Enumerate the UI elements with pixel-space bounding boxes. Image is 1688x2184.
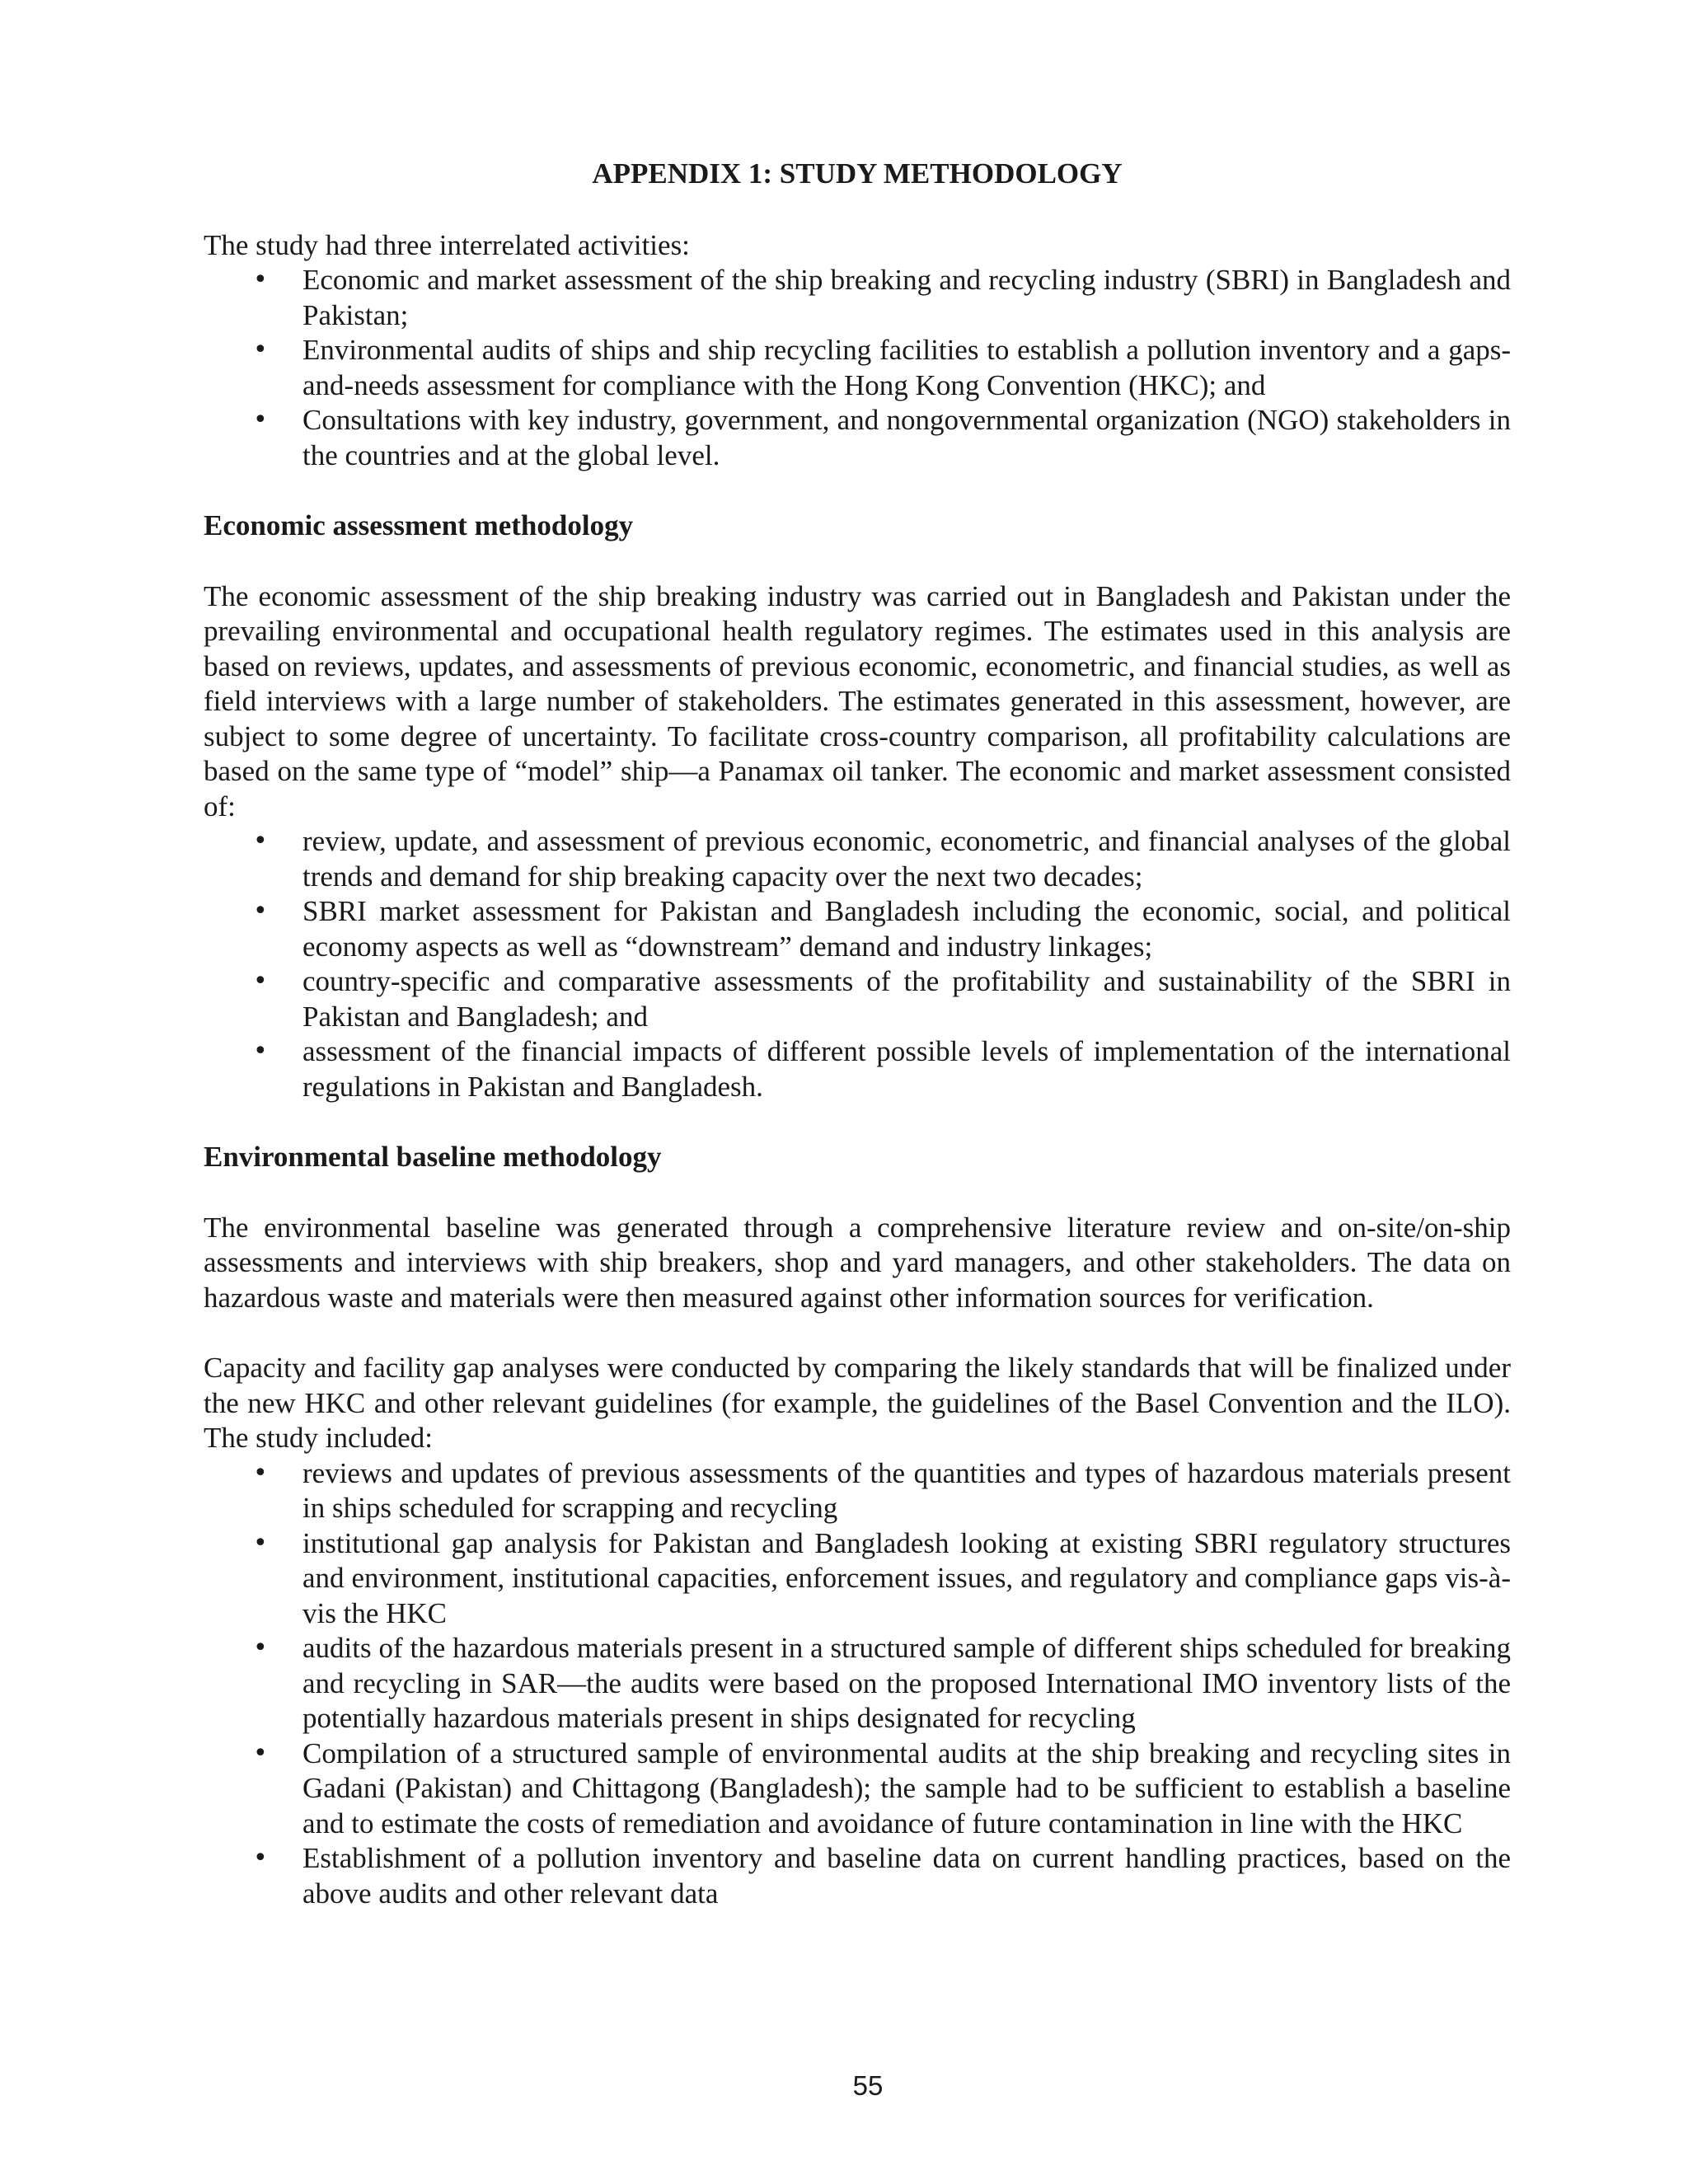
spacer [204,1104,1511,1140]
list-item [204,1034,1511,1104]
environmental-paragraph-2: Capacity and facility gap analyses were conducted by comparing the likely standards that will be finalized under the new HKC and other relevant guidelines (for example, the guidelines of the Basel Convention and the ILO). The study included: [204,1352,1511,1454]
spacer [204,1315,1511,1351]
economic-paragraph: The economic assessment of the ship breaking industry was carried out in Bangladesh and Pakistan under the prevailing environmental and occupational health regulatory regimes. The estimates used in this analysis are based on reviews, updates, and assessments of previous economic, econometric, and financial studies, as well as field interviews with a large number of stakeholders. The estimates generated in this assessment, however, are subject to some degree of uncertainty. To facilitate cross-country comparison, all profitability calculations are based on the same type of “model” ship—a Panamax oil tanker. The economic and market assessment consisted of: [204,579,1511,823]
environmental-paragraph-1: The environmental baseline was generated through a comprehensive literature review and on-site/on-ship assessments and interviews with ship breakers, shop and yard managers, and other stakeholders. The data on hazardous waste and materials were then measured against other information sources for verification. [204,1211,1511,1314]
list-item [204,1631,1511,1736]
document-page [204,157,1511,1911]
bullet-icon: • [253,1528,268,1558]
list-item [204,263,1511,333]
page-title: APPENDIX 1: STUDY METHODOLOGY [592,157,1123,190]
section-heading-economic: Economic assessment methodology [204,509,634,541]
list-item [204,1736,1511,1842]
bullet-icon: • [253,335,268,364]
list-item-text: review, update, and assessment of previous economic, econometric, and financial analyses of the global trends and demand for ship breaking capacity over the next two decades; [302,825,1511,893]
spacer [204,544,1511,579]
intro-text: The study had three interrelated activities: [204,228,690,261]
bullet-icon: • [253,265,268,294]
list-item [204,403,1511,473]
list-item [204,824,1511,894]
activities-list [204,263,1511,473]
list-item [204,1841,1511,1911]
list-item [204,894,1511,964]
spacer [204,1175,1511,1211]
list-item-text: Establishment of a pollution inventory and baseline data on current handling practices, based on the above audits and other relevant data [302,1842,1511,1910]
list-item-text: Consultations with key industry, government, and nongovernmental organization (NGO) stakeholders in the countries and at the global level. [302,404,1511,471]
environmental-list [204,1456,1511,1912]
page-number: 55 [852,2070,884,2101]
bullet-icon: • [253,827,268,855]
list-item-text: assessment of the financial impacts of different possible levels of implementation of the international regulations in Pakistan and Bangladesh. [302,1035,1511,1103]
economic-list [204,824,1511,1104]
list-item-text: Economic and market assessment of the ship breaking and recycling industry (SBRI) in Bangladesh and Pakistan; [302,264,1511,331]
list-item-text: Environmental audits of ships and ship recycling facilities to establish a pollution inventory and a gaps-and-needs assessment for compliance with the Hong Kong Convention (HKC); and [302,334,1511,401]
bullet-icon: • [253,1037,268,1066]
list-item-text: Compilation of a structured sample of environmental audits at the ship breaking and recycling sites in Gadani (Pakistan) and Chittagong (Bangladesh); the sample had to be sufficient to establish a baseline and to estimate the costs of remediation and avoidance of future contamination in line with the HKC [302,1736,1511,1840]
list-item [204,1526,1511,1632]
bullet-icon: • [253,1738,268,1768]
list-item [204,333,1511,403]
bullet-icon: • [253,897,268,926]
list-item-text: SBRI market assessment for Pakistan and Bangladesh including the economic, social, and political economy aspects as well as “downstream” demand and industry linkages; [302,895,1511,963]
bullet-icon: • [253,967,268,996]
spacer [204,473,1511,509]
list-item-text: audits of the hazardous materials present in a structured sample of different ships scheduled for breaking and recycling in SAR—the audits were based on the proposed International IMO inventory lists of the potentially hazardous materials present in ships designated for recycling [302,1632,1511,1734]
list-item-text: reviews and updates of previous assessments of the quantities and types of hazardous materials present in ships scheduled for scrapping and recycling [302,1456,1511,1524]
bullet-icon: • [253,1844,268,1872]
section-heading-environmental: Environmental baseline methodology [204,1141,662,1173]
bullet-icon: • [253,405,268,434]
bullet-icon: • [253,1633,268,1662]
list-item-text: country-specific and comparative assessments of the profitability and sustainability of the SBRI in Pakistan and Bangladesh; and [302,965,1511,1033]
list-item-text: institutional gap analysis for Pakistan and Bangladesh looking at existing SBRI regulatory structures and environment, institutional capacities, enforcement issues, and regulatory and compliance gaps vis-à-vis the HKC [302,1526,1511,1629]
list-item [204,1456,1511,1526]
list-item [204,964,1511,1034]
bullet-icon: • [253,1458,268,1488]
